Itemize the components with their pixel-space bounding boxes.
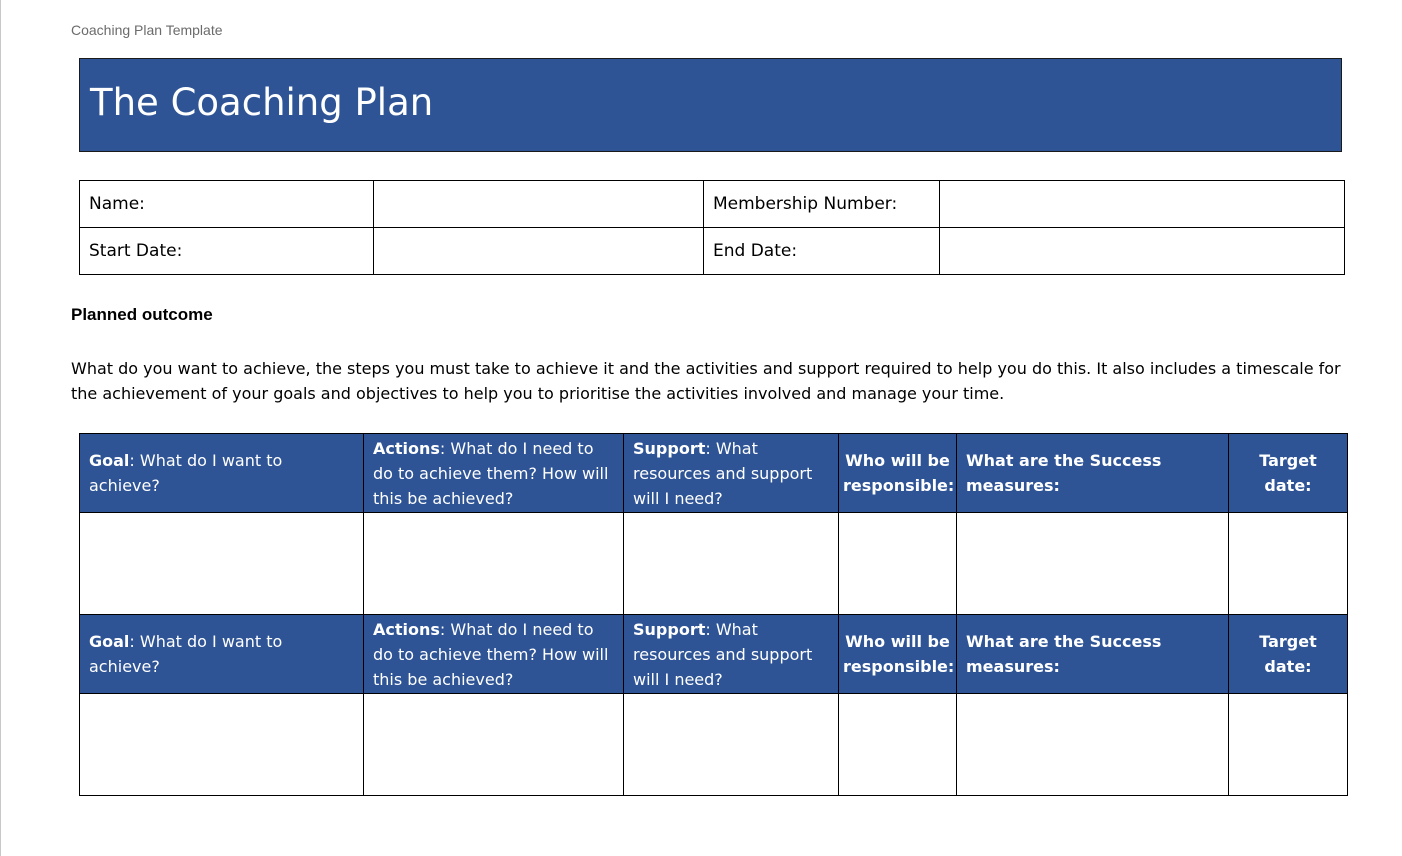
actions-header — [364, 615, 624, 694]
membership-number-label: Membership Number: — [704, 181, 940, 228]
success-measures-cell[interactable] — [957, 513, 1229, 615]
info-row-dates — [80, 228, 1345, 275]
name-field[interactable] — [374, 181, 704, 228]
goal-header-lead: Goal — [89, 632, 130, 651]
planned-outcome-description: What do you want to achieve, the steps you must take to achieve it and the activities and support required to help you do this. It also includes a timescale for the achievement of your goals and objectives to help you to prioritise the activities involved and manage your time. — [71, 359, 1341, 403]
goal-header — [80, 615, 364, 694]
actions-cell[interactable] — [364, 513, 624, 615]
target-date-cell[interactable] — [1229, 513, 1348, 615]
planned-outcome-heading: Planned outcome — [71, 305, 213, 324]
page-left-border — [0, 0, 1, 856]
plan-header-row — [80, 434, 1348, 513]
goal-header-lead: Goal — [89, 451, 130, 470]
success-measures-cell[interactable] — [957, 694, 1229, 796]
plan-header-row — [80, 615, 1348, 694]
title-banner — [79, 58, 1342, 152]
start-date-field[interactable] — [374, 228, 704, 275]
start-date-label: Start Date: — [80, 228, 374, 275]
target-date-cell[interactable] — [1229, 694, 1348, 796]
actions-header-lead: Actions — [373, 438, 440, 458]
responsible-header: Who will be responsible: — [839, 434, 957, 513]
document-label: Coaching Plan Template — [71, 22, 223, 38]
member-info-table — [79, 180, 1345, 275]
actions-header-text: : What do I need to do to achieve them? How will this be achieved? — [373, 619, 609, 689]
actions-header — [364, 434, 624, 513]
goal-header — [80, 434, 364, 513]
support-cell[interactable] — [624, 513, 839, 615]
page-title: The Coaching Plan — [90, 81, 434, 124]
goal-header-text: : What do I want to achieve? — [89, 451, 283, 495]
target-date-header: Target date: — [1229, 434, 1348, 513]
plan-entry-row — [80, 694, 1348, 796]
name-label: Name: — [80, 181, 374, 228]
responsible-header: Who will be responsible: — [839, 615, 957, 694]
responsible-cell[interactable] — [839, 694, 957, 796]
support-header — [624, 434, 839, 513]
support-header-text: : What resources and support will I need? — [633, 619, 813, 689]
success-measures-header: What are the Success measures: — [957, 434, 1229, 513]
end-date-field[interactable] — [940, 228, 1345, 275]
support-header — [624, 615, 839, 694]
support-cell[interactable] — [624, 694, 839, 796]
end-date-label: End Date: — [704, 228, 940, 275]
membership-number-field[interactable] — [940, 181, 1345, 228]
goal-cell[interactable] — [80, 513, 364, 615]
support-header-lead: Support — [633, 438, 706, 458]
support-header-lead: Support — [633, 619, 706, 639]
plan-entry-row — [80, 513, 1348, 615]
coaching-plan-table — [79, 433, 1348, 796]
success-measures-header: What are the Success measures: — [957, 615, 1229, 694]
target-date-header: Target date: — [1229, 615, 1348, 694]
goal-cell[interactable] — [80, 694, 364, 796]
goal-header-text: : What do I want to achieve? — [89, 632, 283, 676]
responsible-cell[interactable] — [839, 513, 957, 615]
support-header-text: : What resources and support will I need? — [633, 438, 813, 508]
info-row-name — [80, 181, 1345, 228]
actions-header-text: : What do I need to do to achieve them? How will this be achieved? — [373, 438, 609, 508]
actions-header-lead: Actions — [373, 619, 440, 639]
actions-cell[interactable] — [364, 694, 624, 796]
